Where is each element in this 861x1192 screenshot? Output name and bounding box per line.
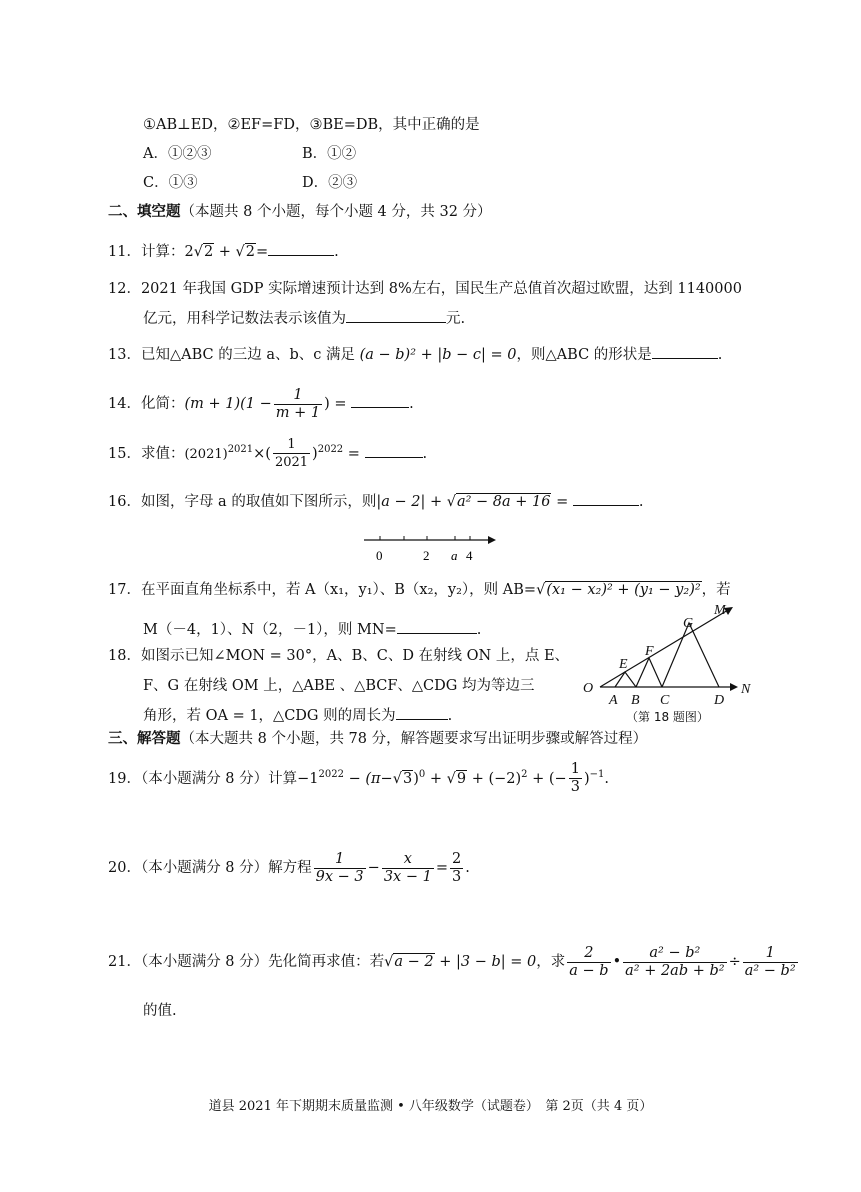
section3-heading: 三、解答题 [108, 730, 181, 747]
label-G: G [683, 616, 694, 631]
q15-base1: (2021) [184, 446, 228, 462]
question-12 [108, 279, 742, 299]
q13-mid: ，则△ABC 的形状是 [516, 347, 652, 363]
q20-fraction-1: $\frac{1}{9x - 3}$ [315, 850, 364, 885]
question-17: 17．在平面直角坐标系中，若 A（x₁，y₁）、B（x₂，y₂），则 AB=√(x₁ − x₂)² + (y₁ − y₂)²，若 [108, 582, 731, 598]
q18-line1: 如图示已知∠MON = 30°，A、B、C、D 在射线 ON 上，点 E、 [140, 648, 570, 664]
q16-radicand: a² − 8a + 16 [456, 494, 551, 510]
question-19: 19．（本小题满分 8 分）计算$-1^{2022} - (\pi-√3)^0 + √9 + (-2)^2$ + (− $\frac{1}{3}$ )$^{-1}$. [108, 761, 609, 796]
q18-line2: F、G 在射线 OM 上，△ABE 、△BCF、△CDG 均为等边三 [143, 678, 535, 694]
q10-statement: ①AB⊥ED，②EF=FD，③BE=DB，其中正确的是 [143, 117, 480, 133]
q14-frac-num: 1 [274, 387, 322, 405]
label-M: M [714, 603, 726, 618]
q17-line2-row: M（－4，1）、N（2，－1），则 MN= . [143, 619, 481, 640]
q21-number: 21． [108, 954, 141, 970]
q19-score: （本小题满分 8 分） [140, 770, 269, 787]
q11-coef: 2 [184, 244, 194, 260]
q19-prefix: 计算 [268, 770, 298, 787]
q16-prefix: 如图，字母 a 的取值如下图所示，则 [140, 494, 377, 510]
q21-fraction-1: $\frac{2}{a - b}$ [569, 944, 609, 979]
q14-prefix: 化简： [140, 396, 185, 412]
label-C: C [660, 693, 670, 708]
q21-line2: 的值. [143, 1003, 177, 1019]
question-11: 11．计算：2√2 + √2= . [108, 241, 339, 262]
question-21: 21．（本小题满分 8 分）先化简再求值：若√a − 2 + |3 − b| = 0，求 $\frac{2}{a - b}$ • $\frac{\text{a² − b²}}{\text{a² + 2ab + b²}}$ ÷ $\frac{1}{\text{a² − b²}}$ [108, 944, 796, 979]
label-B: B [631, 693, 640, 708]
label-N: N [741, 682, 751, 697]
q17-radicand: (x₁ − x₂)² + (y₁ − y₂)² [546, 582, 701, 598]
page-footer: 道县 2021 年下期期末质量监测 • 八年级数学（试题卷） 第 2页（共 4 页） [208, 1099, 653, 1114]
label-F: F [645, 644, 654, 659]
q15-frac-den: 2021 [274, 455, 309, 471]
q17-line2: M（－4，1）、N（2，－1），则 MN= [143, 622, 397, 638]
question-15: 15．求值：$(2021)^{2021}\times$( $\frac{1}{2021}$ )$^{2022}$ = . [108, 437, 428, 471]
q11-prefix: 计算： [140, 244, 185, 260]
q14-answer-blank[interactable] [351, 393, 409, 408]
q14-number: 14． [108, 396, 141, 412]
label-D: D [714, 693, 725, 708]
q13-expression: (a − b)² + |b − c| = 0 [359, 347, 517, 363]
q20-fraction-3: $\frac{2}{3}$ [451, 850, 462, 885]
q15-close: ) [312, 445, 318, 462]
q16-eq: = [556, 494, 569, 510]
q11-radicand-2: 2 [245, 244, 256, 260]
q18-number: 18． [108, 648, 141, 664]
figure-18-caption: （第 18 题图） [626, 710, 709, 724]
q14-fraction [274, 387, 322, 422]
figure-18 [578, 598, 758, 728]
section2-header [108, 202, 492, 222]
section3-note: （本大题共 8 个小题，共 78 分，解答题要求写出证明步骤或解答过程） [180, 731, 648, 747]
q15-number: 15． [108, 445, 141, 462]
q20-score: （本小题满分 8 分） [140, 860, 269, 876]
q16-expr: |a − 2| + [376, 494, 447, 510]
q18-line3-row: 角形，若 OA = 1，△CDG 则的周长为 . [143, 705, 452, 726]
q20-prefix: 解方程 [268, 860, 312, 876]
q17-line1: 在平面直角坐标系中，若 A（x₁，y₁）、B（x₂，y₂），则 AB= [140, 582, 537, 598]
label-0: 0 [376, 548, 383, 563]
q15-times: ×( [253, 445, 271, 462]
q21-prefix: 先化简再求值：若 [268, 954, 385, 970]
label-O: O [583, 681, 594, 696]
q10-option-b: B．①② [302, 146, 357, 162]
label-2: 2 [423, 548, 430, 563]
question-16: 16．如图，字母 a 的取值如下图所示，则|a − 2| + √a² − 8a + 16 = . [108, 491, 643, 512]
q14-frac-den: m + 1 [275, 404, 321, 421]
q13-answer-blank[interactable] [652, 344, 718, 359]
q12-line1: 2021 年我国 GDP 实际增速预计达到 8%左右，国民生产总值首次超过欧盟，达到 1140000 [140, 281, 742, 297]
arrow-N [730, 683, 738, 691]
q16-answer-blank[interactable] [573, 491, 639, 506]
q11-answer-blank[interactable] [268, 241, 334, 256]
q15-frac-num: 1 [273, 436, 310, 454]
q17-answer-blank[interactable] [397, 619, 477, 634]
q15-exp2: 2022 [317, 444, 344, 455]
q15-answer-blank[interactable] [365, 443, 423, 458]
question-14: 14．化简：(m + 1)(1 − $\frac{1}{m + 1}$ ) = . [108, 386, 414, 421]
section2-note: （本题共 8 个小题，每个小题 4 分，共 32 分） [180, 204, 492, 220]
q14-expr-left: (m + 1)(1 − [184, 396, 272, 412]
number-line-arrow [488, 536, 496, 544]
section2-heading: 二、填空题 [108, 203, 181, 220]
q17-number: 17． [108, 582, 141, 598]
q10-option-c: C．①③ [143, 175, 198, 191]
q15-fraction [273, 436, 310, 471]
q21-fraction-2: $\frac{\text{a² − b²}}{\text{a² + 2ab + b²}}$ [625, 944, 725, 979]
label-a: a [451, 548, 458, 563]
q15-prefix: 求值： [140, 445, 185, 462]
q19-number: 19． [108, 770, 141, 787]
q17-tail: ，若 [701, 582, 731, 598]
number-line-figure [360, 530, 500, 566]
q12-unit: 元. [446, 311, 466, 327]
label-A: A [609, 693, 618, 708]
q10-option-a: A．①②③ [143, 146, 212, 162]
triangle-ABE [615, 672, 636, 687]
q13-number: 13． [108, 347, 141, 363]
q10-option-d: D．②③ [302, 175, 358, 191]
q11-radicand-1: 2 [203, 244, 214, 260]
label-E: E [619, 657, 628, 672]
q20-fraction-2: $\frac{x}{3x - 1}$ [383, 850, 432, 885]
q21-fraction-3: $\frac{1}{\text{a² − b²}}$ [744, 944, 796, 979]
q12-line2-row [143, 308, 465, 329]
q11-eq: = [256, 244, 269, 260]
ray-OM [600, 610, 728, 687]
question-18 [108, 646, 569, 666]
section3-header [108, 729, 647, 749]
q18-line3: 角形，若 OA = 1，△CDG 则的周长为 [143, 708, 396, 724]
q12-line2: 亿元，用科学记数法表示该值为 [143, 311, 346, 327]
q16-number: 16． [108, 494, 141, 510]
label-4: 4 [466, 548, 473, 563]
q21-score: （本小题满分 8 分） [140, 954, 269, 970]
q12-number: 12． [108, 281, 141, 297]
q12-answer-blank[interactable] [346, 308, 446, 323]
q20-number: 20． [108, 860, 141, 876]
q13-prefix: 已知△ABC 的三边 a、b、c 满足 [140, 347, 355, 363]
question-20: 20．（本小题满分 8 分）解方程 $\frac{1}{9x - 3}$ − $\frac{x}{3x - 1}$ = $\frac{2}{3}$ . [108, 850, 470, 885]
question-13: 13．已知△ABC 的三边 a、b、c 满足 (a − b)² + |b − c| = 0，则△ABC 的形状是 . [108, 344, 722, 365]
q14-expr-right: ) = [324, 396, 347, 412]
q15-exp1: 2021 [227, 444, 254, 455]
q19-fraction: $\frac{1}{3}$ [570, 761, 580, 796]
q15-eq: = [347, 445, 360, 462]
q18-answer-blank[interactable] [396, 705, 448, 720]
q11-number: 11． [108, 244, 141, 260]
